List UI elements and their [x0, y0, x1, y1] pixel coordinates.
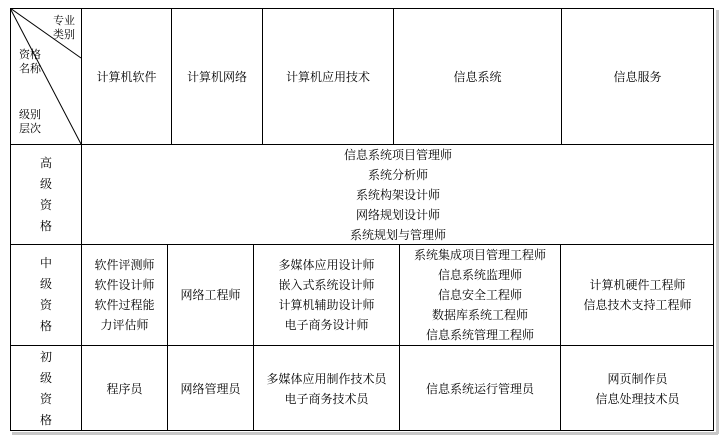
list-item: 软件评测师	[94, 258, 155, 272]
intermediate-service	[561, 245, 714, 345]
list-item: 系统分析师	[367, 167, 428, 182]
column-header-service: 信息服务	[613, 69, 662, 84]
list-item: 网络管理员	[180, 381, 241, 396]
list-item: 嵌入式系统设计师	[278, 278, 375, 292]
list-item: 信息系统监理师	[437, 268, 522, 282]
list-item: 力评估师	[100, 318, 149, 332]
list-item: 电子商务技术员	[284, 391, 369, 406]
list-item: 信息技术支持工程师	[583, 298, 692, 312]
list-item: 计算机辅助设计师	[278, 298, 375, 312]
list-item: 系统构架设计师	[355, 187, 440, 202]
list-item: 网页制作员	[607, 371, 668, 386]
list-item: 软件过程能	[94, 298, 155, 312]
list-item: 网络规划设计师	[355, 207, 440, 222]
junior-application	[254, 346, 399, 431]
list-item: 软件设计师	[94, 278, 155, 292]
junior-network	[168, 346, 253, 431]
table-shadow-bottom	[12, 432, 718, 435]
list-item: 数据库系统工程师	[431, 308, 528, 322]
junior-system	[400, 346, 560, 431]
list-item: 信息系统运行管理员	[425, 381, 534, 396]
junior-service	[561, 346, 714, 431]
intermediate-application	[254, 245, 399, 345]
list-item: 信息系统管理工程师	[425, 328, 534, 342]
list-item: 系统规划与管理师	[349, 227, 446, 242]
list-item: 计算机硬件工程师	[589, 278, 686, 292]
intermediate-system	[400, 245, 560, 345]
column-header-software: 计算机软件	[96, 69, 157, 84]
level-label-senior: 高 级 资 格	[39, 155, 52, 233]
list-item: 程序员	[106, 381, 143, 396]
senior-qualifications	[82, 145, 714, 244]
list-item: 信息安全工程师	[437, 288, 522, 302]
corner-label-qualification: 资格 名称	[19, 48, 41, 75]
list-item: 多媒体应用制作技术员	[266, 371, 387, 386]
junior-software	[82, 346, 167, 431]
list-item: 信息系统项目管理师	[343, 147, 452, 162]
level-label-junior: 初 级 资 格	[39, 349, 52, 427]
intermediate-software	[82, 245, 167, 345]
corner-label-level: 级别 层次	[19, 108, 41, 135]
list-item: 网络工程师	[180, 288, 241, 302]
table-shadow-right	[716, 10, 719, 434]
level-label-intermediate: 中 级 资 格	[39, 256, 52, 333]
column-header-application: 计算机应用技术	[285, 69, 370, 84]
intermediate-network	[168, 245, 253, 345]
corner-label-major: 专业 类别	[53, 14, 75, 41]
list-item: 系统集成项目管理工程师	[413, 248, 546, 262]
list-item: 多媒体应用设计师	[278, 258, 375, 272]
list-item: 信息处理技术员	[595, 391, 680, 406]
column-header-network: 计算机网络	[186, 69, 247, 84]
column-header-system: 信息系统	[453, 69, 502, 84]
list-item: 电子商务设计师	[284, 318, 369, 332]
